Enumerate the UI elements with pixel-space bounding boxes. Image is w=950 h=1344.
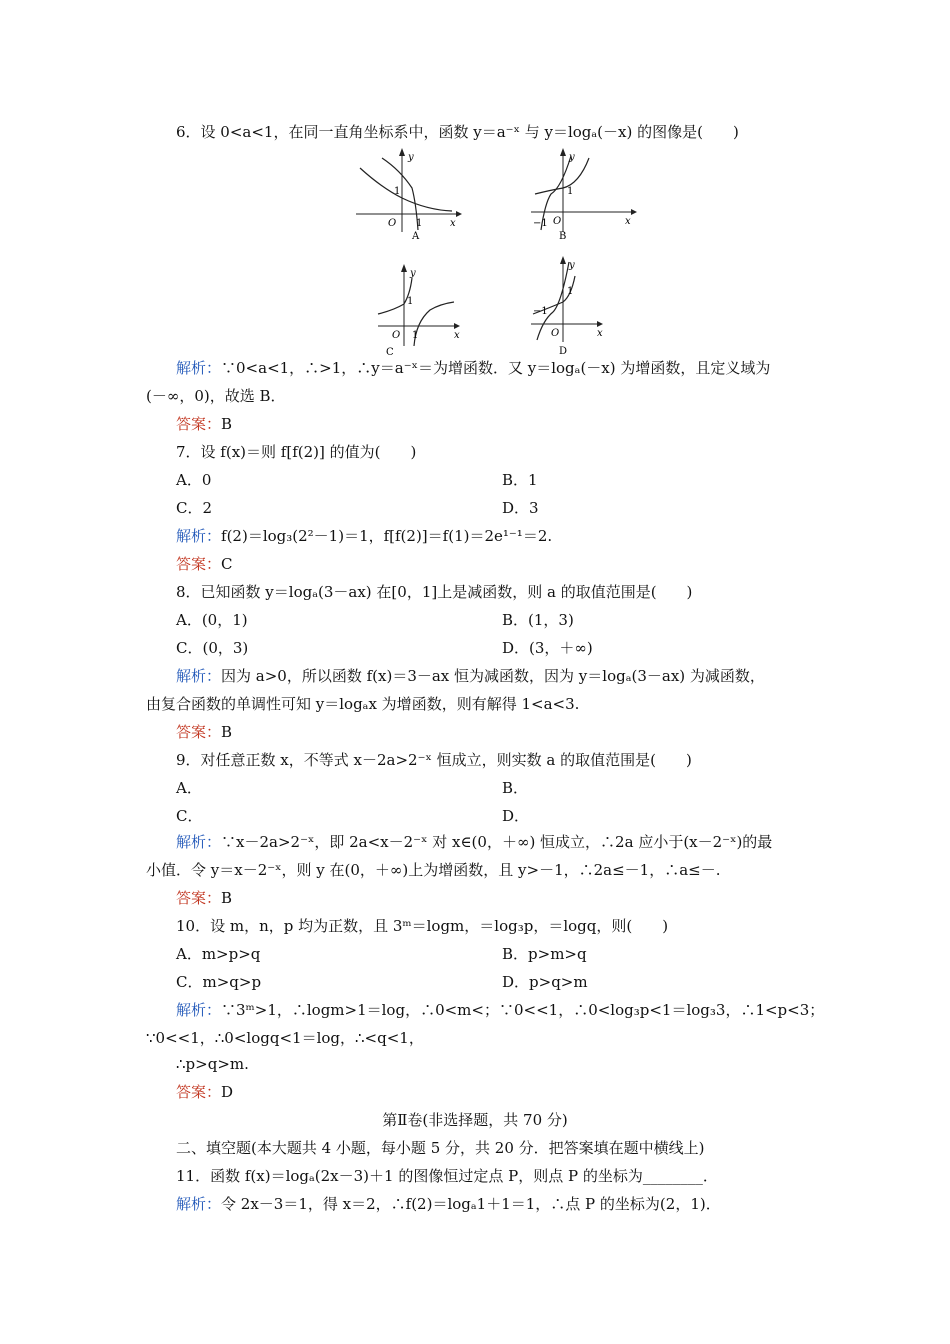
q7-option-d: D．3 [502,499,539,517]
graph-a-origin: O [388,218,397,229]
q11-analysis-label: 解析： [176,1195,222,1213]
graph-d-caption: D [559,346,568,356]
graph-b-y-label: y [569,152,575,163]
q8-analysis-label: 解析： [176,667,222,685]
graph-c-curve-2 [414,302,454,346]
q9-answer-row [176,888,232,908]
graph-a-one: 1 [394,186,401,197]
q10-analysis-line2: ∵0<<1，∴0<logq<1＝log，∴<q<1， [146,1029,424,1047]
graph-a-caption: A [412,231,420,240]
q10-answer-row [176,1082,233,1102]
q9-answer: B [221,889,233,907]
graph-a-x-one: 1 [416,218,423,229]
q6-answer: B [221,415,233,433]
q7-stem: 7．设 f(x)＝则 f[f(2)] 的值为( ) [176,443,417,461]
q8-analysis-line1: 因为 a>0，所以函数 f(x)＝3－ax 恒为减函数，因为 y＝logₐ(3－ax) 为减函数， [221,667,765,685]
q9-analysis-line1: ∵x－2a>2⁻ˣ，即 2a<x－2⁻ˣ 对 x∈(0，＋∞) 恒成立，∴2a 应小于(x－2⁻ˣ)的最 [221,833,773,851]
q6-analysis-line2: (－∞，0)，故选 B． [146,387,286,405]
graph-a [352,148,462,244]
q10-stem: 10．设 m，n，p 均为正数，且 3ᵐ＝logm，＝log₃p，＝logq，则( ) [176,917,669,935]
section-title: 第Ⅱ卷(非选择题，共 70 分) [382,1111,568,1129]
q9-analysis-label: 解析： [176,833,222,851]
graph-b-x-label: x [625,216,631,227]
graph-b-neg-one: −1 [533,218,548,229]
graph-c-one: 1 [407,296,414,307]
q8-answer-row [176,722,232,742]
q6-stem: 6．设 0<a<1，在同一直角坐标系中，函数 y＝a⁻ˣ 与 y＝logₐ(－x) 的图像是( ) [176,123,739,141]
q9-option-a: A． [176,779,202,797]
q9-answer-label: 答案： [176,889,222,907]
q7-option-a: A．0 [176,471,212,489]
graph-d [527,256,637,360]
graph-d-x-label: x [597,328,603,339]
q8-analysis-row [176,666,765,686]
graph-b [527,148,637,244]
q8-option-d: D．(3，＋∞) [502,639,593,657]
q10-analysis-row [176,1000,824,1020]
graph-d-origin: O [551,328,560,339]
graph-d-y-label: y [569,260,575,271]
graph-a-x-label: x [450,218,456,229]
graph-b-origin: O [553,216,562,227]
q6-answer-label: 答案： [176,415,222,433]
q6-analysis-row [176,358,770,378]
q9-option-d: D． [502,807,530,825]
q9-stem: 9．对任意正数 x，不等式 x－2a>2⁻ˣ 恒成立，则实数 a 的取值范围是( ) [176,751,692,769]
graph-d-one: 1 [567,286,574,297]
q7-analysis: f(2)＝log₃(2²－1)＝1，f[f(2)]＝f(1)＝2e¹⁻¹＝2. [221,527,553,545]
q8-option-a: A．(0，1) [176,611,248,629]
q6-answer-row [176,414,232,434]
q7-analysis-row [176,526,552,546]
q10-answer-label: 答案： [176,1083,222,1101]
q10-analysis-line1: ∵3ᵐ>1，∴logm>1＝log，∴0<m<；∵0<<1，∴0<log₃p<1＝log₃3，∴1<p<3； [221,1001,825,1019]
q8-option-b: B．(1，3) [502,611,574,629]
q9-analysis-line2: 小值．令 y＝x－2⁻ˣ，则 y 在(0，＋∞)上为增函数，且 y>－1，∴2a≤－1，∴a≤－. [146,861,721,879]
q9-option-c: C． [176,807,203,825]
q7-answer: C [221,555,233,573]
fill-in-header: 二、填空题(本大题共 4 小题，每小题 5 分，共 20 分．把答案填在题中横线上) [176,1139,705,1157]
graph-b-caption: B [559,231,567,240]
graph-c-x-label: x [454,330,460,341]
graph-a-curve-1 [360,168,452,211]
q10-option-b: B．p>m>q [502,945,587,963]
q10-analysis-line3: ∴p>q>m. [176,1055,249,1073]
q10-answer: D [221,1083,234,1101]
q10-option-d: D．p>q>m [502,973,588,991]
q10-analysis-label: 解析： [176,1001,222,1019]
graph-c-origin: O [392,330,401,341]
q8-stem: 8．已知函数 y＝logₐ(3－ax) 在[0，1]上是减函数，则 a 的取值范围是( ) [176,583,693,601]
q11-stem: 11．函数 f(x)＝logₐ(2x－3)＋1 的图像恒过定点 P，则点 P 的坐标为________． [176,1167,718,1185]
q10-option-a: A．m>p>q [176,945,261,963]
q9-option-b: B． [502,779,529,797]
q7-answer-row [176,554,233,574]
graph-b-one: 1 [567,186,574,197]
q7-option-b: B．1 [502,471,538,489]
q11-analysis: 令 2x－3＝1，得 x＝2，∴f(2)＝logₐ1＋1＝1，∴点 P 的坐标为(2，1)． [221,1195,721,1213]
q8-option-c: C．(0，3) [176,639,249,657]
q8-answer: B [221,723,233,741]
q6-analysis-line1: ∵0<a<1，∴>1，∴y＝a⁻ˣ＝为增函数．又 y＝logₐ(－x) 为增函数，且定义域为 [221,359,771,377]
q10-option-c: C．m>q>p [176,973,262,991]
graph-d-neg-one: −1 [533,306,548,317]
q7-analysis-label: 解析： [176,527,222,545]
q8-answer-label: 答案： [176,723,222,741]
q7-option-c: C．2 [176,499,213,517]
q11-analysis-row [176,1194,721,1214]
graph-c-y-label: y [410,268,416,279]
graph-c [374,264,484,360]
graph-c-x-one: 1 [412,330,419,341]
q8-analysis-line2: 由复合函数的单调性可知 y＝logₐx 为增函数，则有解得 1<a<3. [146,695,580,713]
graph-b-curve-1 [535,158,589,194]
graph-c-caption: C [386,347,394,356]
q9-analysis-row [176,832,772,852]
q7-answer-label: 答案： [176,555,222,573]
graph-a-y-label: y [408,152,414,163]
q6-analysis-label: 解析： [176,359,222,377]
